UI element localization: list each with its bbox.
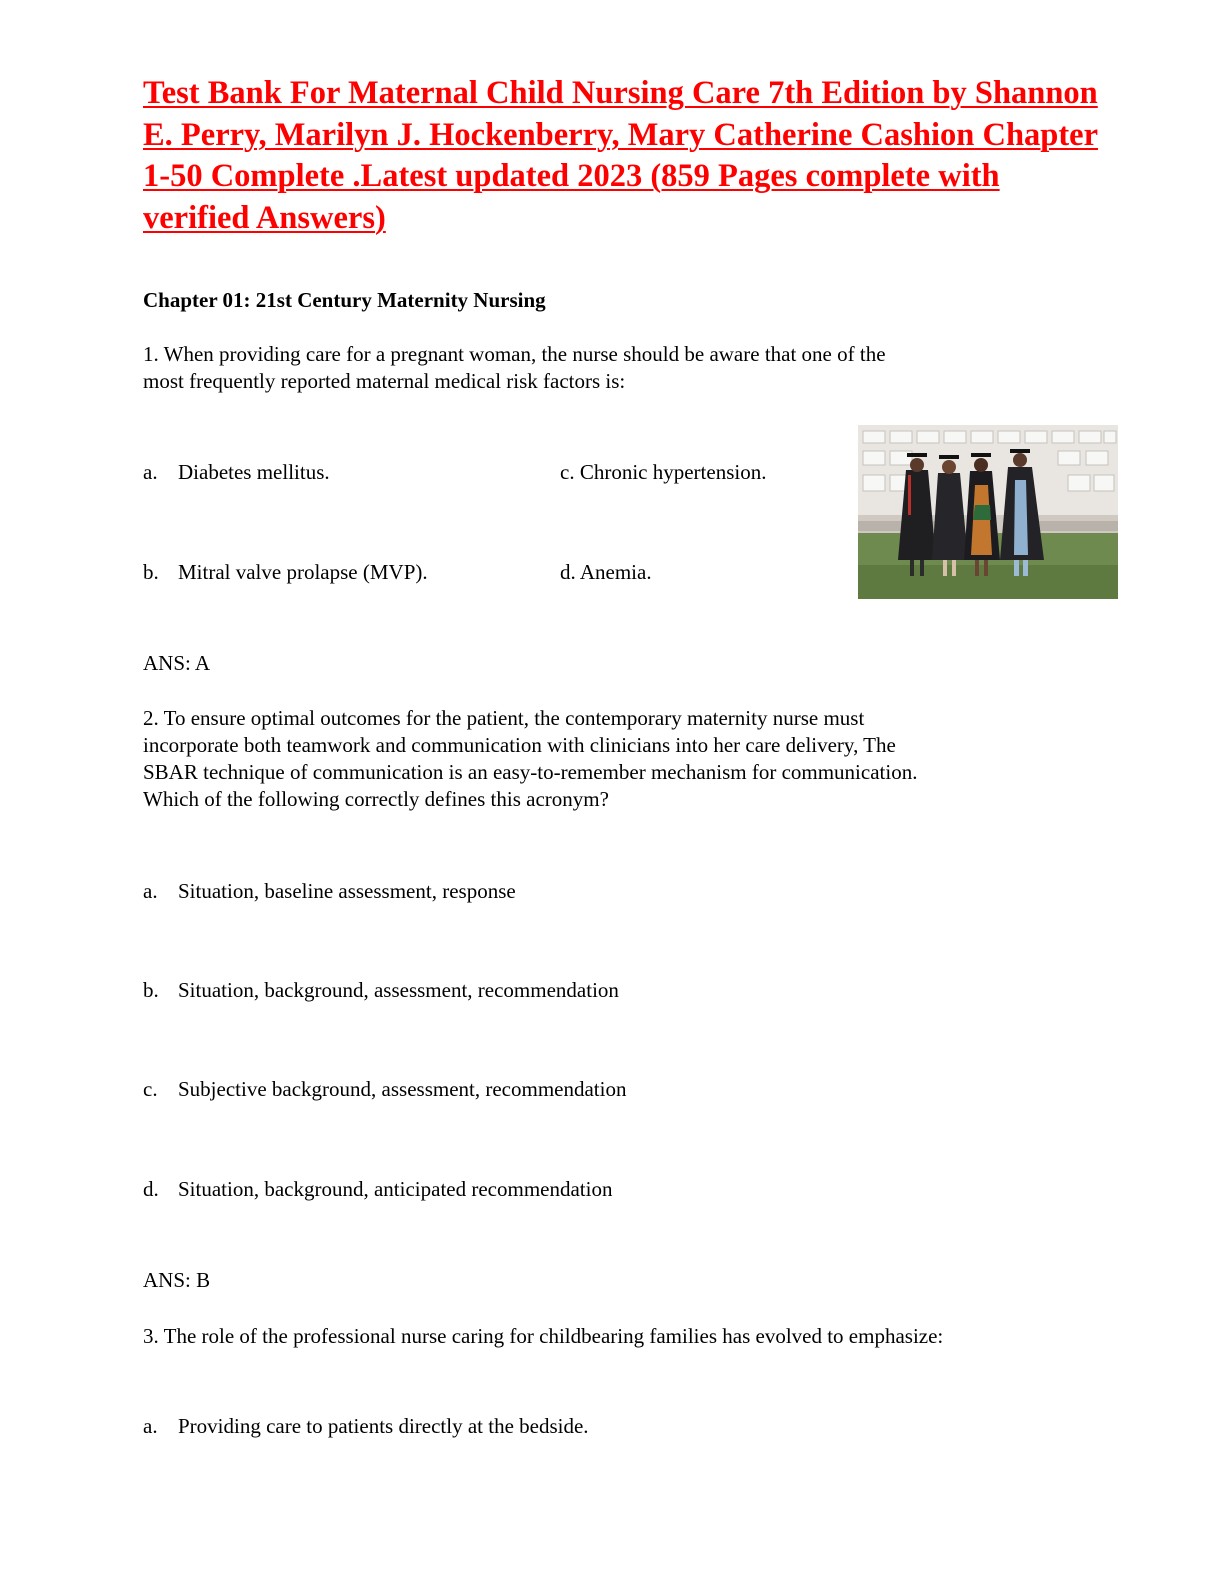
question-1-option-d [560, 559, 652, 586]
question-2-option-d [143, 1176, 612, 1203]
option-text: Diabetes mellitus. [178, 460, 330, 484]
question-2-line-2: incorporate both teamwork and communication with clinicians into her care delivery, The [143, 733, 896, 757]
question-1-answer: ANS: A [143, 651, 211, 675]
option-letter: b. [143, 978, 159, 1002]
option-letter: b. [143, 560, 159, 584]
option-letter: a. [143, 1414, 158, 1438]
chapter-heading: Chapter 01: 21st Century Maternity Nursing [143, 288, 546, 312]
option-text: Situation, background, assessment, recommendation [178, 978, 619, 1002]
option-text: d. Anemia. [560, 560, 652, 584]
question-2-option-a [143, 878, 516, 905]
question-1-option-c [560, 459, 766, 486]
document-title: Test Bank For Maternal Child Nursing Care 7th Edition by Shannon E. Perry, Marilyn J. Hockenberry, Mary Catherine Cashion Chapter 1-50 Complete .Latest updated 2023 (859 Pages complete with verified Answers) [143, 75, 1099, 236]
question-1-option-a [143, 459, 330, 486]
question-3-line-1: 3. The role of the professional nurse caring for childbearing families has evolved to emphasize: [143, 1324, 944, 1348]
option-text: Situation, baseline assessment, response [178, 879, 516, 903]
option-text: Mitral valve prolapse (MVP). [178, 560, 428, 584]
option-letter: d. [143, 1177, 159, 1201]
question-3-option-a [143, 1413, 589, 1440]
option-text: Subjective background, assessment, recommendation [178, 1077, 627, 1101]
option-letter: a. [143, 879, 158, 903]
option-text: Providing care to patients directly at the bedside. [178, 1414, 589, 1438]
question-1-option-b [143, 559, 428, 586]
question-2-option-b [143, 977, 619, 1004]
option-text: c. Chronic hypertension. [560, 460, 767, 484]
question-2-line-1: 2. To ensure optimal outcomes for the patient, the contemporary maternity nurse must [143, 706, 865, 730]
option-text: Situation, background, anticipated recommendation [178, 1177, 613, 1201]
question-2-answer: ANS: B [143, 1268, 211, 1292]
question-2-line-3: SBAR technique of communication is an easy-to-remember mechanism for communication. [143, 760, 918, 784]
option-letter: c. [143, 1077, 158, 1101]
question-2-line-4: Which of the following correctly defines this acronym? [143, 787, 609, 811]
question-2-option-c [143, 1076, 626, 1103]
option-letter: a. [143, 460, 158, 484]
question-1-line-2: most frequently reported maternal medical risk factors is: [143, 369, 626, 393]
question-1-line-1: 1. When providing care for a pregnant woman, the nurse should be aware that one of the [143, 342, 886, 366]
graduates-photo [858, 425, 1118, 599]
